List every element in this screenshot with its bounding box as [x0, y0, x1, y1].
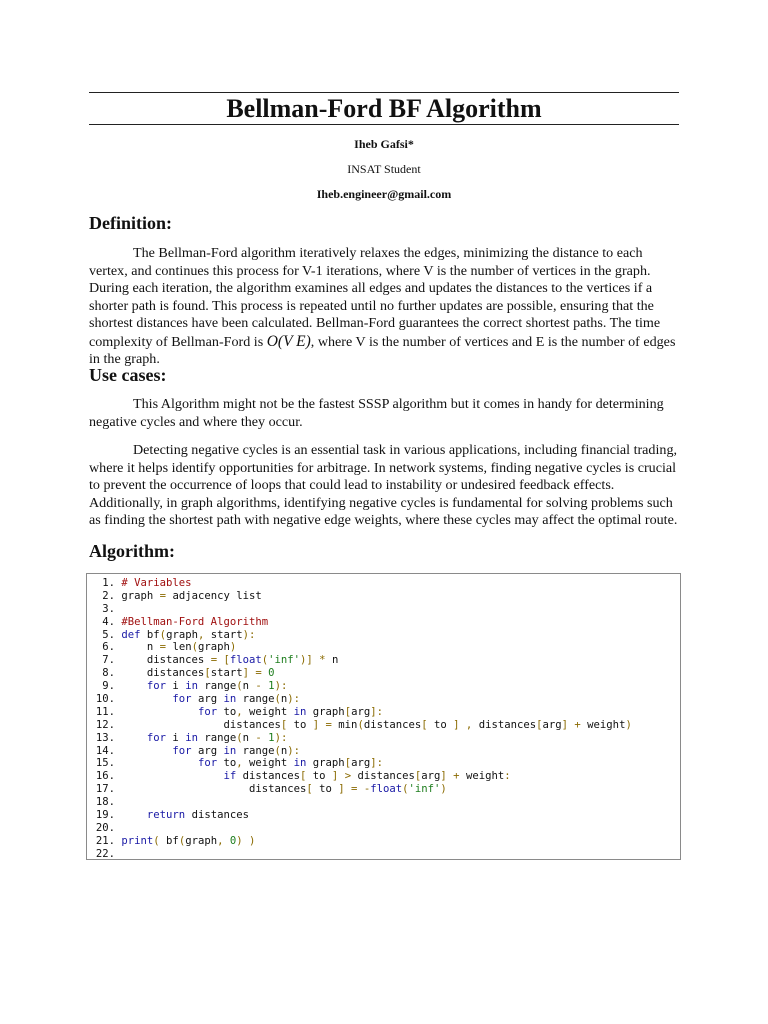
code-line: [94, 848, 680, 861]
code-line-text: [121, 770, 510, 782]
code-token: ):: [287, 744, 301, 757]
code-token: distances: [351, 770, 415, 783]
code-line: [94, 641, 680, 654]
code-line: [94, 680, 680, 693]
code-token: in: [185, 680, 198, 693]
code-token: in: [293, 705, 307, 718]
code-line-number: 4.: [102, 615, 115, 628]
code-line: [94, 693, 680, 706]
code-token: (: [191, 641, 198, 654]
code-token: >: [344, 770, 352, 783]
code-token: range: [236, 744, 275, 757]
code-line-number: 7.: [102, 654, 115, 667]
code-line: [94, 577, 680, 590]
code-token: =: [159, 589, 167, 602]
code-token: ,: [236, 757, 243, 770]
code-token: arg: [421, 770, 441, 783]
code-token: range: [197, 731, 237, 744]
code-token: n: [242, 680, 256, 693]
code-token: [: [414, 770, 422, 783]
code-line-text: [121, 706, 383, 718]
code-line-text: [121, 641, 236, 653]
code-token: (: [402, 783, 409, 796]
code-line-text: [121, 719, 631, 731]
code-token: ,: [217, 834, 224, 847]
code-token: ]: [338, 783, 345, 796]
complexity-math: O(V E): [266, 332, 311, 350]
algorithm-heading: Algorithm:: [89, 541, 175, 561]
code-line-number: 16.: [95, 770, 115, 783]
code-token: -: [255, 731, 262, 744]
code-line: [94, 603, 680, 616]
code-token: float: [229, 654, 262, 667]
code-token: n: [242, 731, 256, 744]
code-token: i: [166, 680, 186, 693]
code-token: [121, 732, 147, 744]
code-token: ): [625, 718, 632, 731]
code-token: #Bellman-Ford Algorithm: [121, 615, 269, 628]
code-token: start: [210, 667, 243, 680]
code-token: ): [242, 834, 256, 847]
definition-text-before-math: The Bellman-Ford algorithm iteratively relaxes the edges, minimizing the distance to each vertex, and continues this process for V-1 iterations, where V is the number of vertices in the graph. During each iteration, the algorithm examines all edges and updates the distances to the vertices if a shorter path is found. This process is repeated until no further updates are possible, ensuring that the shortest distances have been calculated. Bellman-Ford guarantees the correct shortest paths. The time complexity of Bellman-Ford is: [89, 245, 661, 350]
code-token: adjacency list: [166, 589, 262, 602]
code-line-number: 8.: [102, 667, 115, 680]
code-token: def: [121, 628, 141, 641]
author-email: Iheb.engineer@gmail.com: [316, 187, 452, 201]
code-token: (: [261, 654, 269, 667]
code-token: distances: [363, 718, 422, 731]
code-line-text: [121, 590, 261, 602]
code-token: graph: [166, 628, 198, 641]
code-token: 'inf': [268, 654, 301, 667]
code-token: [: [344, 757, 352, 770]
code-token: ]:: [370, 705, 383, 718]
code-line: [94, 706, 680, 719]
code-line: [94, 590, 680, 603]
code-token: distances: [121, 667, 205, 680]
code-token: *: [319, 654, 326, 667]
code-line: [94, 616, 680, 629]
code-token: to: [427, 718, 454, 731]
code-token: 'inf': [408, 783, 441, 796]
code-token: :: [504, 770, 511, 783]
code-line-number: 12.: [95, 718, 115, 731]
code-token: 1: [268, 731, 275, 744]
code-line: [94, 822, 680, 835]
code-token: (: [236, 680, 243, 693]
code-line-number: 22.: [95, 847, 115, 860]
code-token: to: [217, 757, 237, 770]
code-token: graph: [121, 589, 160, 602]
title-bottom-rule: [89, 124, 679, 125]
code-line: [94, 654, 680, 667]
code-line-text: [121, 577, 191, 589]
code-token: [: [300, 770, 307, 783]
code-line: [94, 757, 680, 770]
code-token: weight: [459, 770, 505, 783]
code-token: ]: [312, 718, 320, 731]
code-token: in: [293, 757, 307, 770]
code-line: [94, 770, 680, 783]
code-token: bf: [159, 834, 179, 847]
code-token: (: [236, 731, 243, 744]
code-token: in: [223, 693, 237, 706]
code-line: [94, 835, 680, 848]
code-token: graph: [197, 641, 230, 654]
code-line-text: [121, 616, 268, 628]
code-token: ,: [197, 628, 205, 641]
code-line-text: [121, 757, 383, 769]
code-token: distances: [236, 770, 300, 783]
code-line-number: 19.: [95, 809, 115, 822]
code-token: 0: [229, 834, 237, 847]
code-token: [121, 809, 147, 821]
code-token: distances: [121, 654, 211, 667]
code-line: [94, 732, 680, 745]
code-token: distances: [472, 718, 537, 731]
code-token: n: [280, 744, 288, 757]
code-line-text: [121, 745, 300, 757]
code-token: start: [204, 628, 243, 641]
code-line-text: [121, 809, 249, 821]
code-token: ):: [287, 693, 301, 706]
code-token: n: [121, 641, 160, 654]
code-token: [121, 745, 172, 757]
code-token: for: [197, 757, 218, 770]
code-token: for: [146, 731, 167, 744]
code-line: [94, 629, 680, 642]
code-token: ]: [242, 667, 249, 680]
code-token: -: [363, 783, 371, 796]
code-token: arg: [191, 693, 224, 706]
code-token: ): [440, 783, 447, 796]
code-token: for: [146, 680, 167, 693]
code-token: [121, 757, 198, 769]
code-line-number: 10.: [95, 693, 115, 706]
code-line-number: 21.: [95, 834, 115, 847]
code-token: 1: [268, 680, 275, 693]
code-line-text: [121, 835, 255, 847]
code-token: for: [172, 744, 192, 757]
code-line-number: 1.: [102, 577, 115, 589]
code-line-number: 6.: [102, 641, 115, 654]
code-token: )]: [300, 654, 313, 667]
code-line-text: [121, 680, 287, 692]
use-cases-paragraph-1: [89, 396, 679, 431]
author-affiliation: INSAT Student: [347, 162, 421, 176]
code-token: [: [536, 718, 543, 731]
code-token: -: [255, 680, 262, 693]
code-token: [: [280, 718, 288, 731]
code-token: distances: [121, 783, 307, 796]
code-token: ]: [331, 770, 339, 783]
code-line: [94, 745, 680, 758]
code-token: =: [255, 667, 262, 680]
code-token: [121, 706, 198, 718]
code-token: ):: [242, 628, 256, 641]
code-token: [: [306, 783, 313, 796]
code-token: +: [453, 770, 460, 783]
code-token: weight: [242, 705, 294, 718]
code-token: in: [223, 744, 237, 757]
code-token: ): [229, 641, 237, 654]
code-line: [94, 783, 680, 796]
code-line-number: 9.: [102, 680, 115, 693]
code-line-number: 3.: [102, 602, 115, 615]
use-cases-text-2: Detecting negative cycles is an essential task in various applications, including financial trading, where it helps identify opportunities for arbitrage. In network systems, finding negative cycles is crucial to prevent the occurrence of loops that could lead to instability or undesired feedback effects. Additionally, in graph algorithms, identifying negative cycles is fundamental for solving problems such as finding the shortest path with negative edge weights, where these cycles may affect the optimal route.: [89, 442, 678, 528]
code-token: +: [574, 718, 581, 731]
code-token: distances: [121, 718, 281, 731]
code-token: arg: [351, 757, 371, 770]
code-token: to: [217, 705, 237, 718]
code-token: [: [344, 705, 352, 718]
author-name: Iheb Gafsi*: [354, 137, 414, 151]
code-token: n: [325, 654, 339, 667]
code-token: weight: [242, 757, 294, 770]
code-token: (: [159, 628, 167, 641]
code-token: [: [204, 667, 211, 680]
code-token: (: [178, 834, 186, 847]
code-token: to: [312, 783, 339, 796]
code-line-text: [121, 654, 338, 666]
code-token: (: [274, 693, 281, 706]
code-token: min: [331, 718, 358, 731]
code-line-text: [121, 629, 255, 641]
code-token: [121, 770, 223, 782]
definition-heading: Definition:: [89, 213, 172, 233]
code-line-number: 5.: [102, 628, 115, 641]
code-token: if: [223, 770, 237, 783]
code-token: for: [197, 705, 218, 718]
code-line-number: 11.: [95, 705, 115, 718]
code-token: =: [351, 783, 358, 796]
code-token: (: [274, 744, 281, 757]
code-token: [121, 693, 172, 705]
code-line-text: [121, 667, 274, 679]
code-token: ,: [465, 718, 473, 731]
code-line-text: [121, 732, 287, 744]
code-token: arg: [351, 705, 371, 718]
code-token: float: [370, 783, 403, 796]
code-token: graph: [306, 757, 345, 770]
code-token: to: [306, 770, 332, 783]
definition-text-after-math: , where V is the number of vertices and E is the number of edges in the graph.: [89, 333, 676, 367]
code-token: i: [166, 731, 186, 744]
code-token: [: [421, 718, 428, 731]
code-token: graph: [306, 705, 345, 718]
code-token: in: [185, 731, 198, 744]
code-token: 0: [268, 667, 275, 680]
code-token: ]: [440, 770, 447, 783]
code-line: [94, 719, 680, 732]
code-token: ,: [236, 705, 243, 718]
code-line-text: [121, 693, 300, 705]
code-token: arg: [542, 718, 562, 731]
code-token: bf: [140, 628, 160, 641]
code-token: [: [217, 654, 230, 667]
code-token: range: [236, 693, 275, 706]
use-cases-text-1: This Algorithm might not be the fastest SSSP algorithm but it comes in handy for determining negative cycles and where they occur.: [89, 396, 664, 430]
code-line-number: 15.: [95, 757, 115, 770]
code-token: # Variables: [121, 577, 192, 589]
code-token: ):: [274, 731, 288, 744]
code-token: =: [325, 718, 332, 731]
use-cases-heading: Use cases:: [89, 365, 167, 385]
code-token: [121, 680, 147, 692]
use-cases-paragraph-2: [89, 442, 679, 530]
code-line-number: 2.: [102, 589, 115, 602]
code-token: to: [287, 718, 313, 731]
code-token: ): [236, 834, 243, 847]
code-token: arg: [191, 744, 224, 757]
code-line: [94, 796, 680, 809]
code-line-number: 18.: [95, 796, 115, 809]
code-token: ]: [561, 718, 569, 731]
code-token: distances: [185, 809, 249, 822]
code-token: weight: [580, 718, 626, 731]
paper-title: Bellman-Ford BF Algorithm: [226, 94, 542, 123]
code-token: (: [357, 718, 364, 731]
code-line-number: 17.: [95, 783, 115, 796]
code-token: range: [197, 680, 237, 693]
code-token: for: [172, 693, 192, 706]
code-token: return: [146, 809, 186, 822]
code-token: =: [159, 641, 167, 654]
code-line-text: [121, 783, 446, 795]
code-token: len: [166, 641, 192, 654]
code-line: [94, 809, 680, 822]
code-token: ]: [453, 718, 460, 731]
code-line-number: 14.: [95, 744, 115, 757]
code-token: =: [210, 654, 218, 667]
code-line-number: 20.: [95, 821, 115, 834]
code-token: graph: [185, 834, 218, 847]
code-listing: [86, 573, 681, 860]
code-token: ):: [274, 680, 288, 693]
code-token: (: [153, 834, 160, 847]
code-token: print: [121, 834, 154, 847]
code-token: n: [280, 693, 288, 706]
code-line-number: 13.: [95, 731, 115, 744]
code-line: [94, 667, 680, 680]
definition-paragraph: [89, 245, 679, 369]
code-token: ]:: [370, 757, 383, 770]
